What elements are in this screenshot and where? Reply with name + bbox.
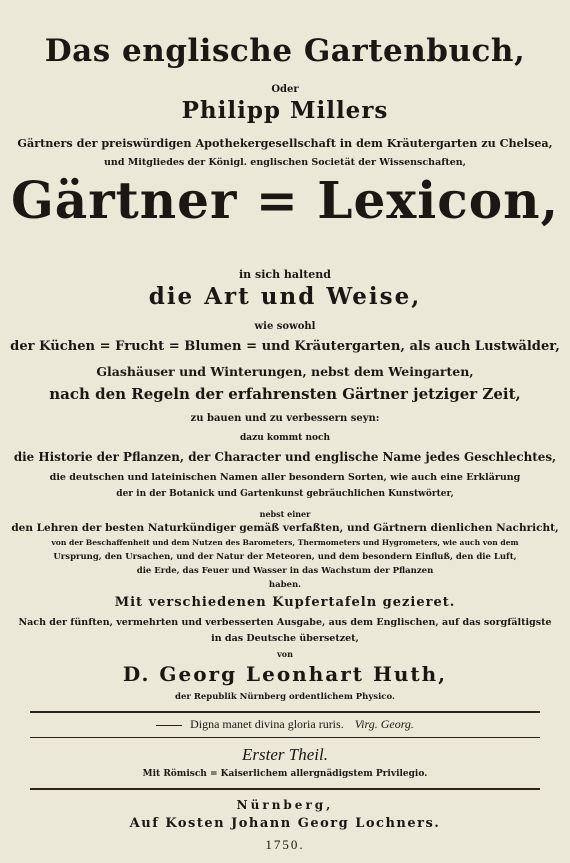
line-lehren: den Lehren der besten Naturkündiger gemäß verfaßten, und Gärtnern dienlichen Nachricht, — [11, 522, 559, 534]
translator-note: der Republik Nürnberg ordentlichem Physico. — [175, 692, 395, 702]
line-glashauser: Glashäuser und Winterungen, nebst dem Weingarten, — [96, 364, 474, 379]
oder-line: Oder — [271, 84, 299, 95]
main-title: Gärtner = Lexicon, — [10, 171, 560, 230]
motto-line — [0, 718, 570, 730]
wie-sowohl: wie sowohl — [254, 321, 316, 332]
line-kuchen: der Küchen = Frucht = Blumen = und Kräutergarten, als auch Lustwälder, — [10, 339, 560, 354]
line-nebst: nebst einer — [259, 509, 311, 519]
author-name: Philipp Millers — [181, 97, 389, 124]
line-von: von — [277, 649, 293, 659]
volume-label: Erster Theil. — [242, 745, 328, 764]
privilege-line: Mit Römisch = Kaiserlichem allergnädigstem Privilegio. — [142, 769, 428, 779]
art-und-weise: die Art und Weise, — [148, 283, 422, 310]
top-rule — [30, 711, 540, 713]
line-dazu: dazu kommt noch — [239, 433, 331, 443]
place-line: Nürnberg, — [236, 798, 334, 812]
bottom-rule — [30, 788, 540, 790]
line-erde: die Erde, das Feuer und Wasser in das Wachstum der Pflanzen — [136, 566, 434, 576]
line-kupfertafeln: Mit verschiedenen Kupfertafeln gezieret. — [114, 595, 456, 610]
translator-name: D. Georg Leonhart Huth, — [122, 662, 448, 686]
book-title: Das englische Gartenbuch, — [44, 33, 526, 69]
line-beschaffenheit: von der Beschaffenheit und dem Nutzen des Barometers, Thermometers und Hygrometers, wie auch von dem — [51, 538, 519, 547]
author-description-1: Gärtners der preiswürdigen Apothekergesellschaft in dem Kräutergarten zu Chelsea, — [17, 136, 553, 150]
motto-text: Digna manet divina gloria ruris. — [190, 717, 344, 731]
in-sich-haltend: in sich haltend — [239, 268, 331, 281]
publisher-line: Auf Kosten Johann Georg Lochners. — [129, 816, 441, 831]
line-nach-der-funften: Nach der fünften, vermehrten und verbesserten Ausgabe, aus dem Englischen, auf das sorgfältigste — [18, 617, 552, 628]
line-botanik: der in der Botanick und Gartenkunst gebräuchlichen Kunstwörter, — [116, 489, 454, 499]
line-in-das-deutsche: in das Deutsche übersetzet, — [211, 633, 359, 644]
motto-rule-bottom — [30, 737, 540, 738]
motto-dash — [156, 725, 182, 726]
motto-source: Virg. Georg. — [354, 717, 414, 731]
line-haben: haben. — [268, 580, 302, 590]
line-nach-den-regeln: nach den Regeln der erfahrensten Gärtner jetziger Zeit, — [49, 385, 521, 403]
author-description-2: und Mitgliedes der Königl. englischen Societät der Wissenschaften, — [104, 157, 466, 168]
line-deutschen: die deutschen und lateinischen Namen aller besondern Sorten, wie auch eine Erklärung — [49, 472, 521, 483]
line-zu-bauen: zu bauen und zu verbessern seyn: — [190, 413, 380, 424]
line-ursprung: Ursprung, den Ursachen, und der Natur der Meteoren, und dem besondern Einfluß, den die Luft, — [53, 552, 517, 562]
line-historie: die Historie der Pflanzen, der Character und englische Name jedes Geschlechtes, — [13, 450, 557, 464]
year-line: 1750. — [265, 837, 305, 852]
